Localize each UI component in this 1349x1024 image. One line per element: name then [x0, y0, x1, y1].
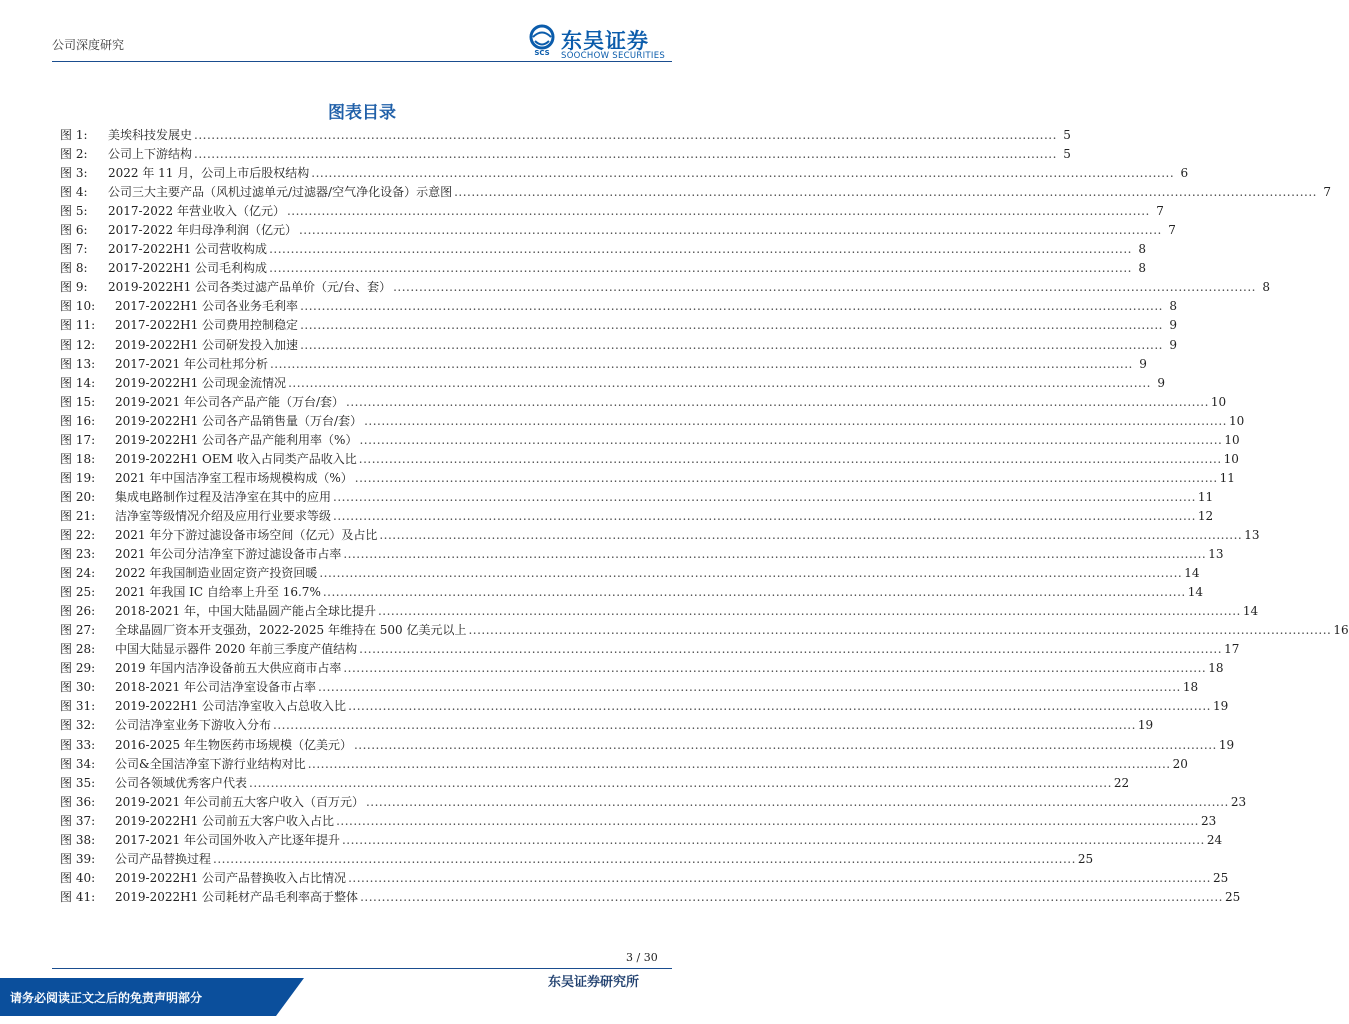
toc-entry-title: 2021 年我国 IC 自给率上升至 16.7% [115, 585, 321, 600]
toc-leader-dots: ........................................................................................................................................................................................................ [319, 566, 1183, 581]
brand-logo [527, 24, 687, 64]
toc-entry-title: 2022 年我国制造业固定资产投资回暖 [115, 566, 318, 581]
toc-entry[interactable] [60, 678, 1199, 697]
toc-entry[interactable] [60, 659, 1224, 678]
toc-leader-dots: ........................................................................................................................................................................................................ [359, 642, 1223, 657]
toc-entry[interactable] [60, 259, 1146, 278]
toc-leader-dots: ........................................................................................................................................................................................................ [333, 489, 1196, 504]
toc-entry-title: 2017-2021 年公司杜邦分析 [115, 356, 268, 371]
toc-entry-number: 图 7: [60, 242, 88, 257]
toc-entry[interactable] [60, 869, 1229, 888]
toc-entry-title: 2017-2022H1 公司各业务毛利率 [115, 299, 299, 314]
toc-entry-title: 洁净室等级情况介绍及应用行业要求等级 [115, 508, 332, 523]
toc-leader-dots: ........................................................................................................................................................................................................ [393, 280, 1256, 295]
toc-entry[interactable] [60, 602, 1259, 621]
figure-list [60, 126, 1349, 907]
toc-entry[interactable] [60, 355, 1147, 374]
toc-leader-dots: ........................................................................................................................................................................................................ [364, 413, 1227, 428]
toc-entry-title: 2019-2022H1 OEM 收入占同类产品收入比 [115, 451, 357, 466]
toc-entry[interactable] [60, 164, 1189, 183]
toc-entry-number: 图 3: [60, 166, 88, 181]
toc-entry-number: 图 6: [60, 223, 88, 238]
toc-entry-page: 11 [1197, 489, 1214, 504]
toc-entry[interactable] [60, 278, 1270, 297]
toc-leader-dots: ........................................................................................................................................................................................................ [194, 128, 1057, 142]
toc-leader-dots: ........................................................................................................................................................................................................ [454, 185, 1317, 200]
toc-entry-page: 13 [1244, 527, 1260, 542]
toc-entry-page: 10 [1210, 394, 1227, 409]
toc-entry-title: 2017-2022H1 公司毛利构成 [108, 261, 268, 276]
toc-entry-page: 14 [1184, 566, 1200, 581]
toc-entry-page: 6 [1180, 166, 1189, 181]
toc-entry-title: 2017-2022H1 公司营收构成 [108, 242, 268, 257]
toc-entry-title: 公司各领域优秀客户代表 [115, 775, 248, 790]
toc-leader-dots: ........................................................................................................................................................................................................ [269, 242, 1132, 257]
toc-entry-number: 图 25: [60, 585, 96, 600]
toc-leader-dots: ........................................................................................................................................................................................................ [377, 604, 1241, 619]
toc-leader-dots: ........................................................................................................................................................................................................ [286, 204, 1150, 219]
toc-entry-number: 图 31: [60, 699, 96, 714]
toc-entry-page: 12 [1197, 508, 1214, 523]
toc-entry-title: 2019-2022H1 公司研发投入加速 [115, 337, 299, 352]
toc-entry-title: 2017-2022 年归母净利润（亿元） [108, 223, 297, 238]
toc-entry-number: 图 37: [60, 813, 96, 828]
toc-entry-title: 全球晶圆厂资本开支强劲，2022-2025 年维持在 500 亿美元以上 [115, 623, 467, 638]
toc-leader-dots: ........................................................................................................................................................................................................ [348, 699, 1211, 714]
toc-entry-title: 2022 年 11 月，公司上市后股权结构 [108, 166, 310, 181]
toc-entry[interactable] [60, 564, 1200, 583]
toc-entry-number: 图 13: [60, 356, 96, 371]
toc-entry-page: 18 [1208, 661, 1224, 676]
toc-entry[interactable] [60, 145, 1071, 164]
toc-entry-page: 16 [1333, 623, 1349, 638]
toc-entry-page: 22 [1113, 775, 1130, 790]
toc-entry[interactable] [60, 431, 1240, 450]
toc-entry-page: 8 [1138, 242, 1146, 257]
toc-entry[interactable] [60, 488, 1214, 507]
toc-entry-page: 19 [1212, 699, 1229, 714]
toc-entry-page: 19 [1218, 737, 1235, 752]
toc-entry-page: 5 [1063, 147, 1071, 162]
toc-entry[interactable] [60, 526, 1260, 545]
toc-entry-number: 图 28: [60, 642, 96, 657]
toc-entry-title: 2017-2022 年营业收入（亿元） [108, 204, 285, 219]
toc-entry-title: 2019-2021 年公司前五大客户收入（百万元） [115, 794, 364, 809]
toc-entry-number: 图 15: [60, 394, 96, 409]
toc-entry-page: 23 [1200, 813, 1217, 828]
toc-entry-title: 2018-2021 年公司洁净室设备市占率 [115, 680, 316, 695]
toc-entry-page: 11 [1219, 470, 1235, 485]
toc-entry[interactable] [60, 297, 1177, 316]
toc-entry-title: 中国大陆显示器件 2020 年前三季度产值结构 [115, 642, 358, 657]
toc-entry-page: 8 [1262, 280, 1270, 295]
toc-leader-dots: ........................................................................................................................................................................................................ [358, 451, 1222, 466]
toc-entry-number: 图 18: [60, 451, 96, 466]
toc-leader-dots: ........................................................................................................................................................................................................ [348, 870, 1211, 885]
toc-leader-dots: ........................................................................................................................................................................................................ [343, 661, 1207, 676]
header-section-label: 公司深度研究 [52, 38, 125, 52]
toc-entry-title: 集成电路制作过程及洁净室在其中的应用 [115, 489, 332, 504]
toc-entry-page: 7 [1323, 185, 1331, 200]
toc-leader-dots: ........................................................................................................................................................................................................ [300, 337, 1163, 352]
toc-entry-title: 2017-2022H1 公司费用控制稳定 [115, 318, 299, 333]
toc-entry-number: 图 26: [60, 604, 96, 619]
toc-leader-dots: ........................................................................................................................................................................................................ [379, 527, 1243, 542]
toc-entry[interactable] [60, 126, 1071, 145]
toc-entry-page: 23 [1230, 794, 1247, 809]
toc-entry-page: 8 [1169, 299, 1177, 314]
page-title: 图表目录 [328, 103, 396, 123]
toc-entry[interactable] [60, 850, 1094, 869]
toc-entry[interactable] [60, 412, 1245, 431]
toc-entry-title: 公司上下游结构 [108, 147, 193, 162]
toc-entry-page: 25 [1224, 889, 1241, 904]
toc-entry[interactable] [60, 507, 1214, 526]
toc-leader-dots: ........................................................................................................................................................................................................ [317, 680, 1181, 695]
toc-entry-title: 2021 年公司分洁净室下游过滤设备市占率 [115, 547, 342, 562]
toc-entry-title: 2019-2022H1 公司耗材产品毛利率高于整体 [115, 889, 359, 904]
toc-leader-dots: ........................................................................................................................................................................................................ [311, 166, 1175, 181]
toc-leader-dots: ........................................................................................................................................................................................................ [269, 261, 1132, 276]
toc-entry-number: 图 24: [60, 566, 96, 581]
toc-entry[interactable] [60, 736, 1235, 755]
toc-entry-page: 9 [1169, 337, 1177, 352]
toc-entry-title: 2018-2021 年，中国大陆晶圆产能占全球比提升 [115, 604, 376, 619]
toc-leader-dots: ........................................................................................................................................................................................................ [213, 851, 1076, 866]
toc-entry-number: 图 33: [60, 737, 96, 752]
disclaimer-banner [0, 978, 276, 1016]
toc-entry-title: 2019-2022H1 公司各类过滤产品单价（元/台、套） [108, 280, 392, 295]
logo-english-name: SOOCHOW SECURITIES [561, 51, 666, 61]
toc-entry-title: 2017-2021 年公司国外收入产比逐年提升 [115, 832, 340, 847]
toc-leader-dots: ........................................................................................................................................................................................................ [307, 756, 1171, 771]
toc-entry-number: 图 14: [60, 375, 96, 390]
toc-leader-dots: ........................................................................................................................................................................................................ [333, 508, 1196, 523]
toc-entry-title: 2019-2022H1 公司现金流情况 [115, 375, 287, 390]
toc-entry-title: 公司三大主要产品（风机过滤单元/过滤器/空气净化设备）示意图 [108, 185, 453, 200]
toc-entry[interactable] [60, 469, 1235, 488]
toc-entry-title: 美埃科技发展史 [108, 128, 193, 142]
toc-entry-number: 图 35: [60, 775, 96, 790]
toc-entry-number: 图 36: [60, 794, 96, 809]
toc-entry-number: 图 32: [60, 718, 96, 733]
toc-entry-title: 2019-2022H1 公司产品替换收入占比情况 [115, 870, 347, 885]
toc-leader-dots: ........................................................................................................................................................................................................ [273, 718, 1136, 733]
toc-entry-title: 2021 年分下游过滤设备市场空间（亿元）及占比 [115, 527, 378, 542]
toc-entry-number: 图 39: [60, 851, 96, 866]
toc-entry-number: 图 22: [60, 527, 96, 542]
toc-entry-number: 图 29: [60, 661, 96, 676]
toc-entry-page: 25 [1212, 870, 1229, 885]
toc-leader-dots: ........................................................................................................................................................................................................ [354, 470, 1218, 485]
toc-entry-number: 图 17: [60, 432, 96, 447]
toc-entry-number: 图 38: [60, 832, 96, 847]
toc-leader-dots: ........................................................................................................................................................................................................ [249, 775, 1112, 790]
toc-entry[interactable] [60, 221, 1176, 240]
toc-leader-dots: ........................................................................................................................................................................................................ [346, 394, 1209, 409]
toc-entry-title: 2019-2022H1 公司洁净室收入占总收入比 [115, 699, 347, 714]
toc-entry[interactable] [60, 774, 1130, 793]
toc-entry-number: 图 20: [60, 489, 96, 504]
toc-entry[interactable] [60, 183, 1331, 202]
toc-entry-page: 13 [1208, 547, 1224, 562]
toc-entry-number: 图 34: [60, 756, 96, 771]
toc-leader-dots: ........................................................................................................................................................................................................ [298, 223, 1162, 238]
toc-entry-page: 14 [1187, 585, 1204, 600]
toc-entry-number: 图 5: [60, 204, 88, 219]
toc-leader-dots: ........................................................................................................................................................................................................ [300, 318, 1163, 333]
toc-entry[interactable] [60, 545, 1224, 564]
toc-leader-dots: ........................................................................................................................................................................................................ [353, 737, 1217, 752]
toc-entry-page: 18 [1182, 680, 1199, 695]
toc-entry[interactable] [60, 755, 1188, 774]
toc-leader-dots: ........................................................................................................................................................................................................ [341, 832, 1205, 847]
toc-entry-number: 图 9: [60, 280, 88, 295]
footer-brand: 东吴证券研究所 [548, 975, 640, 990]
toc-entry-number: 图 23: [60, 547, 96, 562]
toc-entry-page: 25 [1077, 851, 1094, 866]
toc-entry-number: 图 8: [60, 261, 88, 276]
toc-leader-dots: ........................................................................................................................................................................................................ [336, 813, 1199, 828]
toc-entry-number: 图 10: [60, 299, 96, 314]
toc-entry[interactable] [60, 202, 1164, 221]
toc-entry[interactable] [60, 640, 1240, 659]
toc-entry-title: 2021 年中国洁净室工程市场规模构成（%） [115, 470, 353, 485]
soochow-logo-icon [527, 24, 557, 56]
toc-entry-page: 5 [1063, 128, 1071, 142]
toc-entry-page: 20 [1172, 756, 1188, 771]
toc-entry-number: 图 41: [60, 889, 96, 904]
toc-entry[interactable] [60, 697, 1229, 716]
toc-entry-title: 2019-2021 年公司各产品产能（万台/套） [115, 394, 344, 409]
toc-entry-number: 图 11: [60, 318, 96, 333]
toc-entry-title: 公司洁净室业务下游收入分布 [115, 718, 272, 733]
toc-entry-page: 17 [1224, 642, 1240, 657]
toc-entry-page: 10 [1228, 413, 1245, 428]
toc-entry-number: 图 16: [60, 413, 96, 428]
toc-entry[interactable] [60, 831, 1223, 850]
page-indicator: 3 / 30 [626, 951, 658, 964]
toc-leader-dots: ........................................................................................................................................................................................................ [365, 794, 1229, 809]
toc-entry[interactable] [60, 888, 1241, 907]
toc-entry-page: 10 [1223, 451, 1239, 466]
toc-entry-title: 2019-2022H1 公司各产品产能利用率（%） [115, 432, 358, 447]
toc-entry-page: 7 [1168, 223, 1176, 238]
toc-entry[interactable] [60, 621, 1349, 640]
toc-entry[interactable] [60, 393, 1227, 412]
toc-entry[interactable] [60, 716, 1154, 735]
toc-leader-dots: ........................................................................................................................................................................................................ [300, 299, 1163, 314]
toc-entry-page: 9 [1169, 318, 1177, 333]
toc-entry-page: 8 [1138, 261, 1146, 276]
toc-entry[interactable] [60, 240, 1146, 259]
toc-entry-title: 公司产品替换过程 [115, 851, 212, 866]
toc-entry[interactable] [60, 583, 1204, 602]
toc-entry-title: 2019-2022H1 公司各产品销售量（万台/套） [115, 413, 363, 428]
toc-entry-page: 14 [1242, 604, 1259, 619]
toc-entry-page: 9 [1157, 375, 1165, 390]
logo-mark-text: SCS [534, 49, 550, 57]
toc-entry-number: 图 12: [60, 337, 96, 352]
header-divider [52, 61, 672, 62]
toc-entry[interactable] [60, 793, 1247, 812]
toc-entry[interactable] [60, 316, 1177, 335]
toc-entry-number: 图 4: [60, 185, 88, 200]
toc-entry-title: 公司&全国洁净室下游行业结构对比 [115, 756, 306, 771]
toc-entry[interactable] [60, 374, 1165, 393]
toc-leader-dots: ........................................................................................................................................................................................................ [359, 432, 1223, 447]
toc-entry-page: 19 [1137, 718, 1154, 733]
toc-entry-page: 9 [1139, 356, 1147, 371]
toc-entry-number: 图 21: [60, 508, 96, 523]
toc-entry[interactable] [60, 450, 1239, 469]
toc-entry-number: 图 2: [60, 147, 88, 162]
toc-entry-title: 2016-2025 年生物医药市场规模（亿美元） [115, 737, 352, 752]
toc-leader-dots: ........................................................................................................................................................................................................ [360, 889, 1223, 904]
toc-entry-number: 图 30: [60, 680, 96, 695]
toc-entry-number: 图 40: [60, 870, 96, 885]
toc-entry-page: 7 [1156, 204, 1164, 219]
toc-entry[interactable] [60, 812, 1217, 831]
disclaimer-text: 请务必阅读正文之后的免责声明部分 [10, 991, 203, 1005]
toc-leader-dots: ........................................................................................................................................................................................................ [322, 585, 1186, 600]
toc-leader-dots: ........................................................................................................................................................................................................ [343, 547, 1207, 562]
toc-entry[interactable] [60, 336, 1177, 355]
toc-entry-number: 图 27: [60, 623, 96, 638]
logo-chinese-name: 东吴证券 [561, 29, 649, 53]
toc-entry-title: 2019 年国内洁净设备前五大供应商市占率 [115, 661, 342, 676]
toc-entry-number: 图 1: [60, 128, 88, 142]
toc-entry-page: 10 [1224, 432, 1240, 447]
toc-leader-dots: ........................................................................................................................................................................................................ [194, 147, 1057, 162]
toc-leader-dots: ........................................................................................................................................................................................................ [468, 623, 1332, 638]
footer-divider [52, 968, 672, 969]
toc-leader-dots: ........................................................................................................................................................................................................ [288, 375, 1151, 390]
toc-leader-dots: ........................................................................................................................................................................................................ [269, 356, 1133, 371]
toc-entry-page: 24 [1206, 832, 1223, 847]
toc-entry-title: 2019-2022H1 公司前五大客户收入占比 [115, 813, 335, 828]
toc-entry-number: 图 19: [60, 470, 96, 485]
